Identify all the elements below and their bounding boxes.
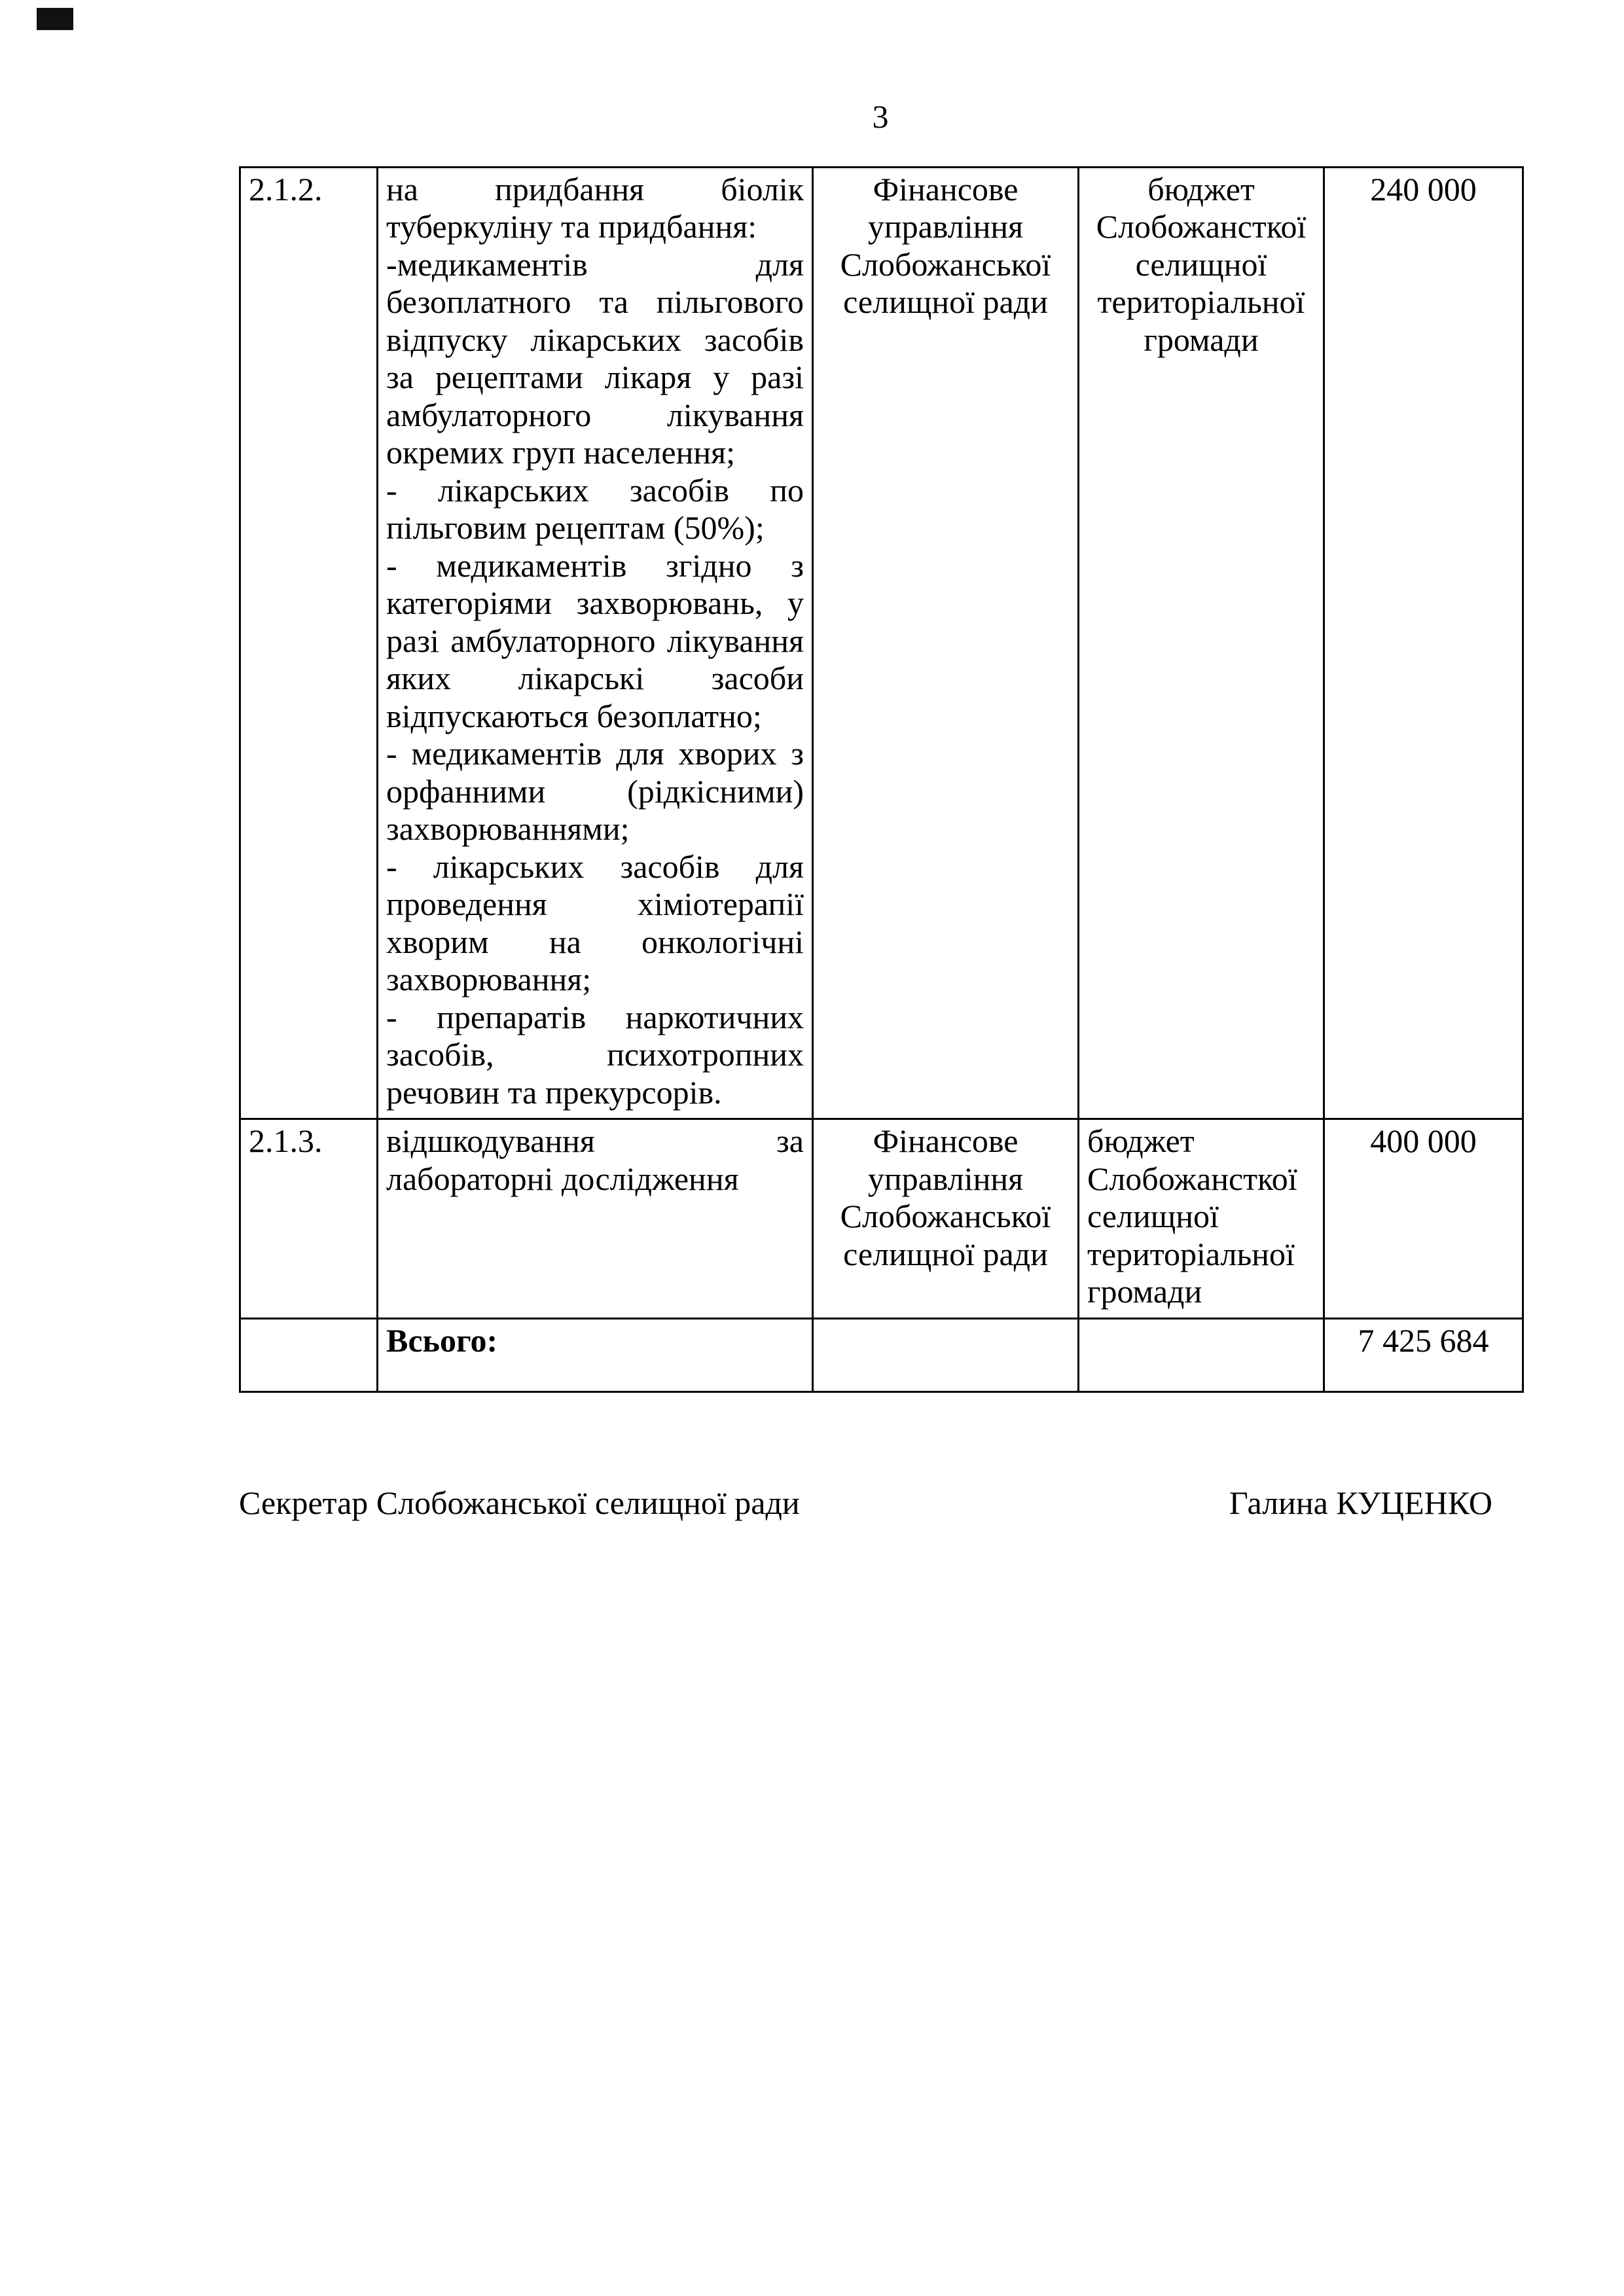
empty-cell xyxy=(1079,1318,1324,1391)
description-paragraph: -медикаментів для безоплатного та пільгового відпуску лікарських засобів за рецептами лікаря у разі амбулаторного лікування окремих груп населення; xyxy=(386,245,804,471)
row-number-cell: 2.1.3. xyxy=(240,1119,378,1319)
funding-cell: бюджет Слобожансткої селищної територіальної громади xyxy=(1079,167,1324,1119)
funding-cell: бюджет Слобожансткої селищної територіальної громади xyxy=(1079,1119,1324,1319)
table-row xyxy=(240,167,1523,1119)
budget-table xyxy=(239,166,1524,1393)
description-paragraph: - лікарських засобів для проведення хіміотерапії хворим на онкологічні захворювання; xyxy=(386,848,804,997)
amount-cell: 400 000 xyxy=(1324,1119,1523,1319)
total-amount: 7 425 684 xyxy=(1324,1318,1523,1391)
description-paragraph: відшкодування за лабораторні дослідження xyxy=(386,1122,804,1197)
description-cell xyxy=(378,167,813,1119)
page-number: 3 xyxy=(872,98,889,135)
description-paragraph: - препаратів наркотичних засобів, психотропних речовин та прекурсорів. xyxy=(386,998,804,1111)
empty-cell xyxy=(813,1318,1079,1391)
empty-cell xyxy=(240,1318,378,1391)
description-cell xyxy=(378,1119,813,1319)
total-row xyxy=(240,1318,1523,1391)
description-paragraph: - медикаментів для хворих з орфанними (рідкісними) захворюваннями; xyxy=(386,735,804,847)
total-label: Всього: xyxy=(378,1318,813,1391)
description-paragraph: на придбання біолік туберкуліну та придбання: xyxy=(386,170,804,245)
description-paragraph: - лікарських засобів по пільговим рецептам (50%); xyxy=(386,471,804,546)
executor-cell: Фінансове управління Слобожанської селищної ради xyxy=(813,167,1079,1119)
executor-cell: Фінансове управління Слобожанської селищної ради xyxy=(813,1119,1079,1319)
amount-cell: 240 000 xyxy=(1324,167,1523,1119)
secretary-name: Галина КУЦЕНКО xyxy=(1229,1484,1492,1521)
description-paragraph: - медикаментів згідно з категоріями захворювань, у разі амбулаторного лікування яких лікарські засоби відпускаються безоплатно; xyxy=(386,547,804,734)
table-row xyxy=(240,1119,1523,1319)
secretary-title: Секретар Слобожанської селищної ради xyxy=(239,1484,800,1521)
scan-artifact xyxy=(37,8,73,30)
signature-line xyxy=(239,1484,1522,1522)
row-number-cell: 2.1.2. xyxy=(240,167,378,1119)
